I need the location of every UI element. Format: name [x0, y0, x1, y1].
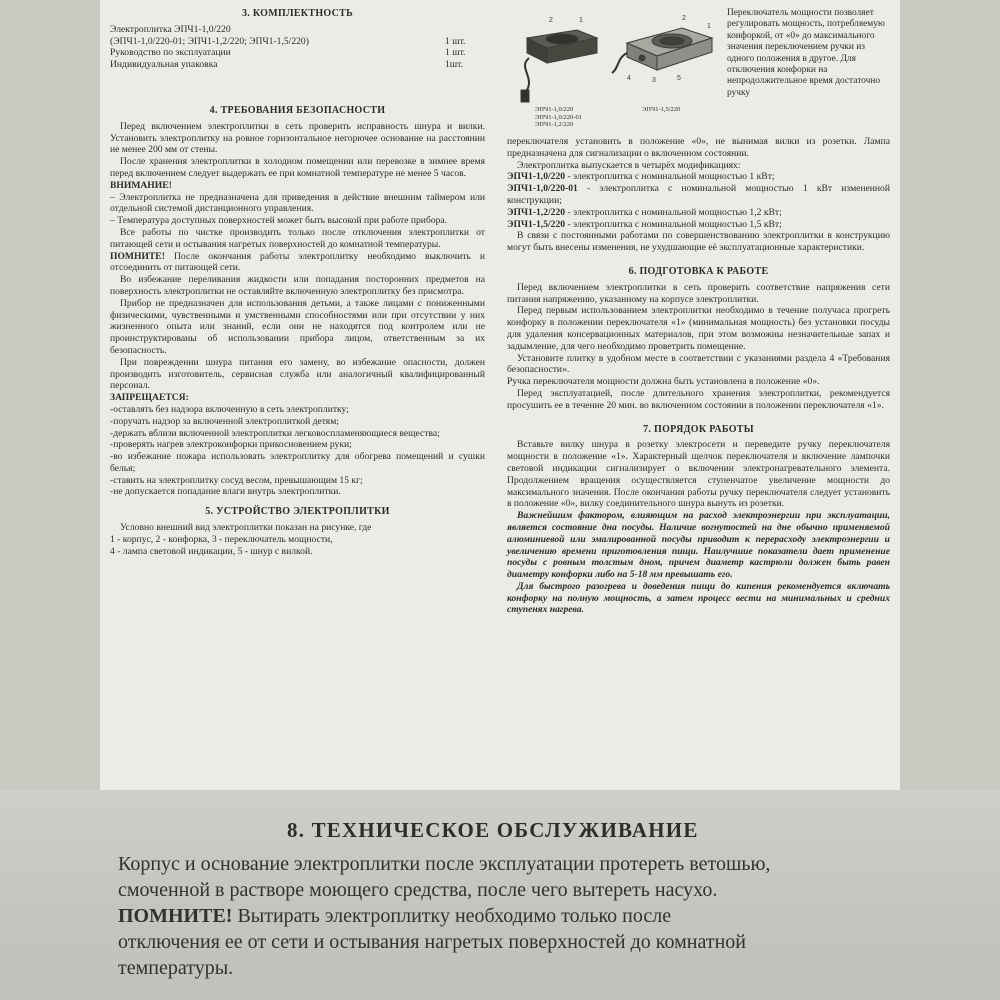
list-item: -держать вблизи включенной электроплитки легковоспламеняющиеся вещества;	[110, 427, 440, 439]
manual-page	[100, 0, 900, 790]
kit-item-name: Индивидуальная упаковка	[110, 59, 218, 71]
remember-label: ПОМНИТЕ!	[110, 250, 165, 262]
list-item: -оставлять без надзора включенную в сеть электроплитку;	[110, 403, 349, 415]
model-name: ЭПЧ1-1,2/220	[507, 206, 566, 218]
paragraph: переключателя установить в положение «0», не вынимая вилки из розетки. Лампа предназначена для сигнализации о включенном состоянии.	[507, 136, 890, 159]
list-item: -во избежание пожара использовать электроплитку для обогрева помещений и сушки белья;	[110, 451, 485, 474]
paragraph: Перед первым использованием электроплитки необходимо в течение получаса прогреть конфорку в положении переключателя «1» (минимальная мощность) без установки посуды для удаления консервационных материалов, при этом возможны незначительные запах и задымление, для чего необходимо проветрить помещение.	[507, 305, 890, 352]
table-row	[110, 59, 485, 71]
paragraph: Во избежание переливания жидкости или попадания посторонних предметов на поверхность электроплитки не оставляйте включенную электроплитку без присмотра.	[110, 274, 485, 297]
list-item: -не допускается попадание влаги внутрь электроплитки.	[110, 486, 341, 498]
paragraph: Прибор не предназначен для использования детьми, а также лицами с пониженными физическими, чувственными и умственными способностями или при отсутствии у них жизненного опыта или знаний, если они не находятся под контролем или не проинструктированы об использовании прибора лицом, ответственным за их безопасность.	[110, 297, 485, 356]
kit-item-name: Руководство по эксплуатации	[110, 47, 231, 59]
section-3-title: 3. КОМПЛЕКТНОСТЬ	[241, 8, 354, 19]
table-row	[110, 47, 485, 59]
model-name: ЭПЧ1-1,5/220	[507, 218, 566, 230]
modification-item	[507, 171, 890, 183]
paragraph: 1 - корпус, 2 - конфорка, 3 - переключатель мощности,	[110, 533, 333, 545]
caption-line: ЭПЧ1-1,0/220-01	[535, 113, 582, 121]
paragraph	[110, 251, 485, 275]
paragraph: Электроплитка выпускается в четырёх модификациях:	[517, 159, 741, 171]
spacer	[507, 412, 890, 424]
section-4-title: 4. ТРЕБОВАНИЯ БЕЗОПАСНОСТИ	[209, 104, 386, 116]
paragraph: Ручка переключателя мощности должна быть установлена в положение «0».	[507, 376, 820, 388]
kit-item-name: (ЭПЧ1-1,0/220-01; ЭПЧ1-1,2/220; ЭПЧ1-1,5/220)	[110, 35, 309, 47]
switch-description: Переключатель мощности позволяет регулировать мощность, потребляемую конфоркой, от «0» до максимального значения переключением ручки из одного положения в другое. Для отключения конфорки на непродолжительное время достаточно ручку	[727, 8, 885, 98]
kit-table	[110, 24, 485, 71]
kit-item-qty	[445, 24, 485, 36]
paragraph: Вставьте вилку шнура в розетку электросети и переведите ручку переключателя мощности в положение «1». Характерный щелчок переключателя и включение лампочки световой индикации сигнализирует о включении электронагревательного элемента. Продолжением вращения осуществляется ступенчатое увеличение мощности до максимального значения. После окончания работы ручку переключателя следует установить в положение «0», вилку соединительного шнура вынуть из розетки.	[507, 439, 890, 510]
paragraph: Перед включением электроплитки в сеть проверить соответствие напряжения сети питания напряжению, указанному на корпусе электроплитки.	[507, 281, 890, 305]
svg-text:2: 2	[682, 15, 686, 22]
section-8-title: 8. ТЕХНИЧЕСКОЕ ОБСЛУЖИВАНИЕ	[287, 818, 699, 842]
remember-label: ПОМНИТЕ!	[118, 905, 233, 927]
paragraph-emphasis: Для быстрого разогрева и доведения пищи до кипения рекомендуется включать конфорку на полную мощность, а затем процесс вести на минимальных и средних ступенях нагрева.	[507, 580, 890, 616]
list-item: -поручать надзор за включенной электроплиткой детям;	[110, 415, 339, 427]
svg-text:2: 2	[549, 17, 553, 24]
left-column	[110, 8, 485, 557]
svg-text:5: 5	[677, 75, 681, 82]
figure-caption-left	[535, 106, 582, 129]
svg-text:3: 3	[652, 77, 656, 84]
modification-item	[507, 183, 890, 207]
paragraph: Перед эксплуатацией, после длительного хранения электроплитки, рекомендуется просушить ее в течение 20 мин. во включенном состоянии в положении переключателя «1».	[507, 387, 890, 411]
warning-heading: ВНИМАНИЕ!	[110, 179, 172, 191]
caption-line: ЭПЧ1-1,0/220	[535, 106, 574, 113]
maintenance-photo-strip	[0, 790, 1000, 1000]
paragraph: – Температура доступных поверхностей может быть высокой при работе прибора.	[110, 215, 448, 227]
section-6-title: 6. ПОДГОТОВКА К РАБОТЕ	[628, 265, 769, 277]
paragraph-text: После окончания работы электроплитку необходимо выключить и отсоединить от питающей сети.	[110, 250, 485, 274]
text-line: смоченной в растворе моющего средства, после чего вытереть насухо.	[118, 879, 718, 901]
text-line-rest: Вытирать электроплитку необходимо только после	[232, 905, 672, 927]
model-name: ЭПЧ1-1,0/220-01	[507, 183, 578, 195]
kit-item-qty: 1 шт.	[445, 47, 466, 59]
right-column	[507, 8, 890, 616]
hotplate-illustration	[507, 8, 722, 108]
paragraph: При повреждении шнура питания его замену, во избежание опасности, должен производить изготовитель, сервисная служба или аналогичный квалифицированный персонал.	[110, 356, 485, 392]
paragraph: Все работы по чистке производить только после отключения электроплитки от питающей сети и остывания нагретых поверхностей до комнатной температуры.	[110, 226, 485, 250]
list-item: -ставить на электроплитку сосуд весом, превышающим 15 кг;	[110, 474, 363, 486]
section-5-title: 5. УСТРОЙСТВО ЭЛЕКТРОПЛИТКИ	[205, 506, 390, 518]
figure-images	[507, 8, 722, 136]
kit-item-qty: 1шт.	[445, 59, 464, 71]
paragraph: – Электроплитка не предназначена для приведения в действие внешним таймером или отдельной системой дистанционного управления.	[110, 191, 485, 215]
svg-text:1: 1	[707, 23, 711, 30]
kit-item-qty: 1 шт.	[445, 35, 466, 47]
model-desc: - электроплитка с номинальной мощностью 1,5 кВт;	[565, 218, 782, 230]
forbidden-heading: ЗАПРЕЩАЕТСЯ:	[110, 392, 189, 404]
paragraph: Перед включением электроплитки в сеть проверить исправность шнура и вилки. Установить электроплитку на ровное горизонтальное негорючее основание на расстоянии не менее 200 мм от стены.	[110, 120, 485, 156]
paragraph: После хранения электроплитки в холодном помещении или перевозке в зимнее время перед включением следует выдержать ее при комнатной температуре не менее 5 часов.	[110, 156, 485, 179]
table-row	[110, 24, 485, 36]
text-line: отключения ее от сети и остывания нагретых поверхностей до комнатной	[118, 931, 746, 953]
text-line	[118, 904, 671, 928]
paragraph: Установите плитку в удобном месте в соответствии с указаниями раздела 4 «Требования безопасности».	[507, 352, 890, 376]
caption-line: ЭПЧ1-1,2/220	[535, 121, 574, 128]
hotplate-right-image	[612, 28, 712, 73]
section-7-title: 7. ПОРЯДОК РАБОТЫ	[643, 423, 754, 435]
hotplate-left-image	[521, 30, 597, 102]
table-row	[110, 36, 485, 48]
model-desc: - электроплитка с номинальной мощностью 1,2 кВт;	[565, 206, 782, 218]
model-desc: - электроплитка с номинальной мощностью 1 кВт;	[565, 171, 775, 183]
model-name: ЭПЧ1-1,0/220	[507, 171, 566, 183]
paragraph: 4 - лампа световой индикации, 5 - шнур с вилкой.	[110, 545, 313, 557]
svg-text:1: 1	[579, 17, 583, 24]
paragraph: В связи с постоянными работами по совершенствованию электроплитки в конструкцию могут быть внесены изменения, не ухудшающие её эксплуатационные характеристики.	[507, 230, 890, 254]
paragraph-emphasis: Важнейшим фактором, влияющим на расход электроэнергии при эксплуатации, является состояние дна посуды. Наличие вогнутостей на дне обычно применяемой алюминиевой или эмалированной посуды приводит к перерасходу электроэнергии и увеличению времени приготовления пищи. Наилучшие показатели дает применение посуды с ровным толстым дном, причем диаметр кастрюли должен быть равен диаметру конфорки либо на 5-18 мм превышать его.	[507, 510, 890, 581]
text-line: Корпус и основание электроплитки после эксплуатации протереть ветошью,	[118, 853, 771, 875]
text-line: температуры.	[118, 957, 234, 979]
kit-item-name: Электроплитка ЭПЧ1-1,0/220	[110, 23, 231, 35]
device-figure	[507, 8, 890, 136]
svg-text:4: 4	[627, 75, 631, 82]
modification-item	[507, 207, 890, 219]
spacer	[507, 254, 890, 266]
figure-caption-right: ЭПЧ1-1,5/220	[642, 106, 681, 113]
model-desc: - электроплитка с номинальной мощностью 1 кВт измененной конструкции;	[507, 183, 890, 206]
modification-item	[507, 219, 890, 231]
list-item: -проверять нагрев электроконфорки прикосновением руки;	[110, 439, 352, 451]
paragraph: Условно внешний вид электроплитки показан на рисунке, где	[120, 522, 372, 534]
